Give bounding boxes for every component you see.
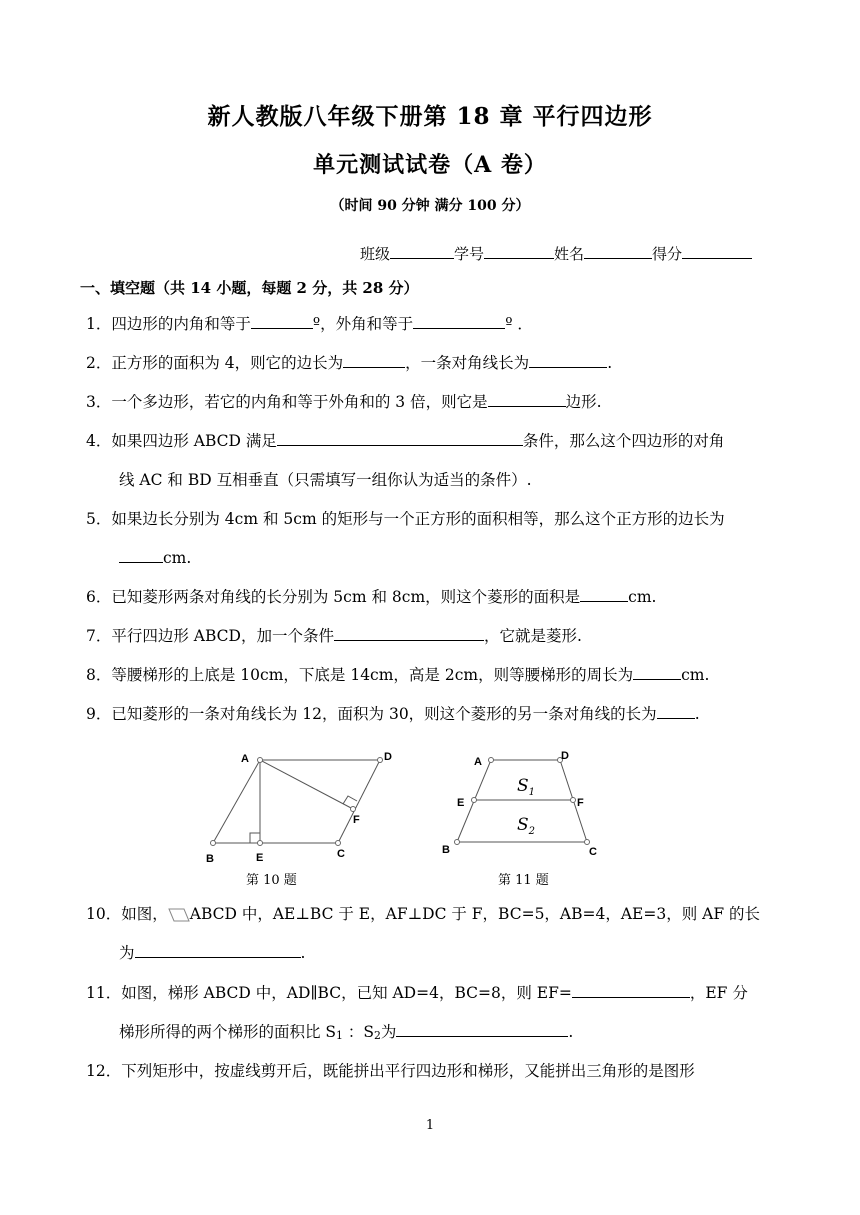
question-text: . (607, 354, 613, 372)
question-text: 正方形的面积为 4，则它的边长为 (111, 354, 344, 372)
fig10-label-d: D (384, 751, 392, 763)
fig10-altitude-af (260, 760, 353, 809)
question-text: 一个多边形，若它的内角和等于外角和的 3 倍，则它是 (111, 393, 488, 411)
question-3 (86, 392, 602, 412)
question-2 (86, 353, 612, 373)
question-text: 梯形所得的两个梯形的面积比 S (119, 1023, 337, 1041)
question-8 (86, 665, 709, 685)
question-text: cm. (163, 549, 192, 567)
question-text: 如图，梯形 ABCD 中，AD∥BC，已知 AD=4，BC=8，则 EF= (121, 984, 572, 1002)
fig11-label-d: D (561, 750, 569, 762)
question-text: 为 (119, 944, 135, 962)
question-6 (86, 587, 656, 607)
fig10-label-e: E (256, 852, 264, 864)
name-label: 姓名 (554, 245, 585, 263)
fig11-label-e: E (457, 797, 465, 809)
page-title: 新人教版八年级下册第 18 章 平行四边形 (207, 103, 653, 130)
answer-blank[interactable] (396, 1022, 568, 1037)
question-text: ，它就是菱形. (483, 627, 582, 645)
question-12 (86, 1061, 695, 1081)
question-number: 7． (86, 627, 112, 645)
name-blank[interactable] (584, 244, 652, 259)
question-number: 3． (86, 393, 112, 411)
figure-10 (200, 745, 400, 870)
answer-blank[interactable] (251, 314, 313, 329)
question-text: 已知菱形的一条对角线长为 12，面积为 30，则这个菱形的另一条对角线的长为 (111, 705, 657, 723)
question-1 (86, 314, 533, 334)
figure-11 (435, 745, 615, 870)
figure-11-caption: 第 11 题 (498, 873, 549, 888)
question-number: 4． (86, 432, 112, 450)
question-7 (86, 626, 582, 646)
question-10 (86, 904, 760, 924)
question-text: ABCD 中，AE⊥BC 于 E，AF⊥DC 于 F，BC=5，AB=4，AE=3，则 AF 的长 (189, 905, 761, 923)
question-text: 如果四边形 ABCD 满足 (111, 432, 277, 450)
question-text: 四边形的内角和等于 (111, 315, 251, 333)
question-text: 条件，那么这个四边形的对角 (522, 432, 725, 450)
section-heading: 一、填空题（共 14 小题，每题 2 分，共 28 分） (80, 279, 419, 297)
answer-blank[interactable] (334, 626, 484, 641)
question-4 (86, 431, 724, 451)
question-number: 5． (86, 510, 112, 528)
question-number: 6． (86, 588, 112, 606)
fig10-label-b: B (206, 853, 214, 865)
score-label: 得分 (652, 245, 683, 263)
fig10-label-c: C (337, 848, 345, 860)
question-number: 1． (86, 315, 112, 333)
fig10-side-ab (213, 760, 260, 843)
question-text: 等腰梯形的上底是 10cm，下底是 14cm，高是 2cm，则等腰梯形的周长为 (111, 666, 634, 684)
question-9 (86, 704, 700, 724)
answer-blank[interactable] (580, 587, 628, 602)
fig11-label-c: C (589, 846, 597, 858)
question-text: 平行四边形 ABCD，加一个条件 (111, 627, 334, 645)
answer-blank[interactable] (529, 353, 607, 368)
fig11-label-a: A (474, 756, 482, 768)
question-10-continued (119, 943, 305, 963)
answer-blank[interactable] (572, 983, 690, 998)
fig11-label-b: B (442, 844, 450, 856)
question-text: . (568, 1023, 574, 1041)
question-text: ，EF 分 (689, 984, 748, 1002)
figure-10-caption: 第 10 题 (246, 873, 297, 888)
answer-blank[interactable] (413, 314, 505, 329)
id-label: 学号 (454, 245, 485, 263)
question-text: 已知菱形两条对角线的长分别为 5cm 和 8cm，则这个菱形的面积是 (111, 588, 581, 606)
question-text: º，外角和等于 (312, 315, 414, 333)
question-4-continued: 线 AC 和 BD 互相垂直（只需填写一组你认为适当的条件）. (119, 471, 532, 489)
question-number: 9． (86, 705, 112, 723)
answer-blank[interactable] (657, 704, 695, 719)
answer-blank[interactable] (633, 665, 681, 680)
question-text: º ． (505, 315, 533, 333)
question-5 (86, 509, 725, 529)
question-11 (86, 983, 748, 1003)
fig10-label-a: A (241, 753, 249, 765)
question-text: cm. (681, 666, 710, 684)
page-number: 1 (425, 1118, 435, 1133)
student-info-fields (360, 243, 752, 264)
question-number: 2． (86, 354, 112, 372)
fig10-right-angle-f (343, 796, 357, 804)
answer-blank[interactable] (343, 353, 405, 368)
question-number: 12． (86, 1062, 122, 1080)
fig11-area-s1: $S_1$ (517, 776, 536, 798)
answer-blank[interactable] (277, 431, 523, 446)
question-text: ，一条对角线长为 (405, 354, 530, 372)
question-text: . (300, 944, 306, 962)
answer-blank[interactable] (119, 548, 163, 563)
answer-blank[interactable] (488, 392, 566, 407)
class-blank[interactable] (390, 244, 454, 259)
question-text: 边形. (565, 393, 602, 411)
question-5-continued (119, 548, 191, 568)
question-text: . (694, 705, 700, 723)
parallelogram-icon (168, 907, 190, 923)
question-number: 8． (86, 666, 112, 684)
class-label: 班级 (360, 245, 391, 263)
answer-blank[interactable] (135, 943, 301, 958)
score-blank[interactable] (682, 244, 752, 259)
question-number: 10． (86, 905, 122, 923)
exam-time-score: （时间 90 分钟 满分 100 分） (330, 198, 530, 214)
question-text: 如图， (121, 905, 168, 923)
id-blank[interactable] (484, 244, 554, 259)
question-11-continued: 梯形所得的两个梯形的面积比 S1 ：S2为 . (119, 1023, 574, 1042)
question-text: cm. (628, 588, 657, 606)
fig11-label-f: F (577, 797, 584, 809)
page-subtitle: 单元测试试卷（A 卷） (313, 152, 547, 178)
question-text: 下列矩形中，按虚线剪开后，既能拼出平行四边形和梯形，又能拼出三角形的是图形 (121, 1062, 695, 1080)
question-text: 如果边长分别为 4cm 和 5cm 的矩形与一个正方形的面积相等，那么这个正方形的边长为 (111, 510, 725, 528)
question-number: 11． (86, 984, 122, 1002)
fig10-label-f: F (353, 814, 360, 826)
fig11-area-s2: $S_2$ (517, 815, 536, 837)
